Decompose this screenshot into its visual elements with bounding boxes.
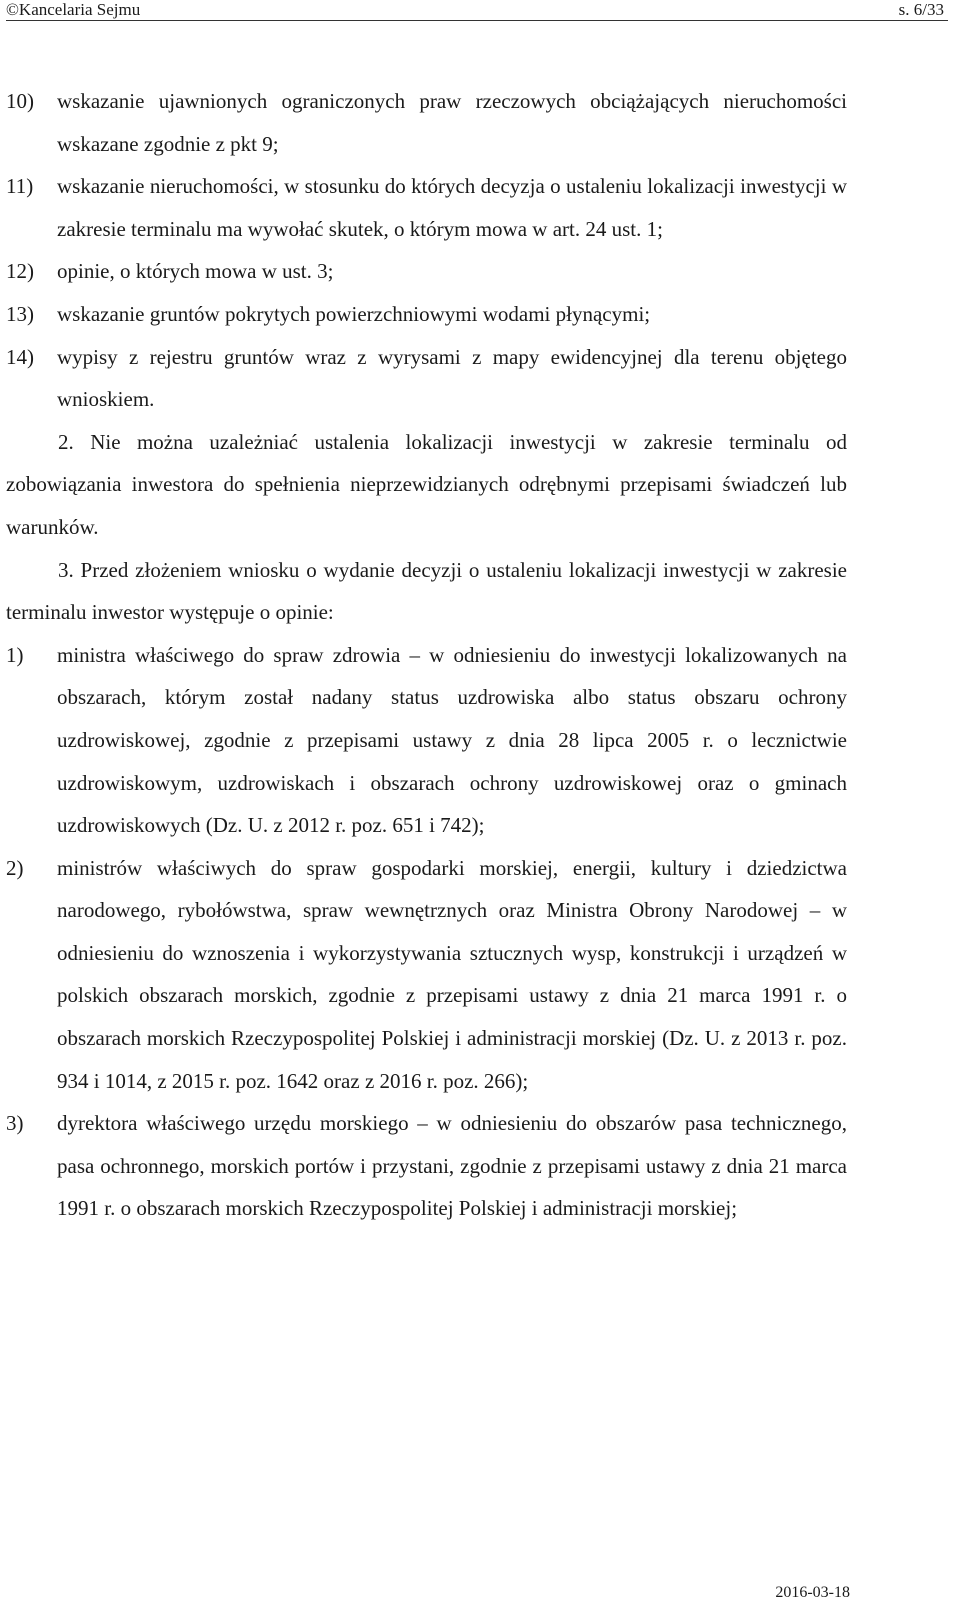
paragraph-2: 2. Nie można uzależniać ustalenia lokalizacji inwestycji w zakresie terminalu od zobowiązania inwestora do spełnienia nieprzewidzianych odrębnymi przepisami świadczeń lub warunków.: [6, 429, 847, 539]
page-number: s. 6/33: [898, 0, 944, 19]
item-text: wskazanie ujawnionych ograniczonych praw rzeczowych obciążających nieruchomości wskazane zgodnie z pkt 9;: [57, 89, 847, 156]
list-item-11: [0, 165, 960, 250]
opinion-item-1: [0, 634, 960, 847]
list-item-12: [0, 250, 960, 293]
publisher-label: ©Kancelaria Sejmu: [6, 0, 141, 19]
opinion-item-2: [0, 847, 960, 1103]
list-item-13: [0, 293, 960, 336]
opinion-item-3: [0, 1102, 960, 1230]
item-text: ministra właściwego do spraw zdrowia – w odniesieniu do inwestycji lokalizowanych na obszarach, którym został nadany status uzdrowiska albo status obszaru ochrony uzdrowiskowej, zgodnie z przepisami ustawy z dnia 28 lipca 2005 r. o lecznictwie uzdrowiskowym, uzdrowiskach i obszarach ochrony uzdrowiskowej oraz o gminach uzdrowiskowych (Dz. U. z 2012 r. poz. 651 i 742);: [57, 642, 847, 838]
item-number: 11): [6, 174, 34, 199]
item-text: dyrektora właściwego urzędu morskiego – w odniesieniu do obszarów pasa technicznego, pasa ochronnego, morskich portów i przystani, zgodnie z przepisami ustawy z dnia 21 marca 1991 r. o obszarach morskich Rzeczypospolitej Polskiej i administracji morskiej;: [57, 1111, 847, 1221]
document-body: [0, 80, 960, 1230]
header-divider: [6, 20, 948, 21]
item-text: wskazanie nieruchomości, w stosunku do których decyzja o ustaleniu lokalizacji inwestycji w zakresie terminalu ma wywołać skutek, o którym mowa w art. 24 ust. 1;: [57, 174, 847, 241]
item-text: wskazanie gruntów pokrytych powierzchniowymi wodami płynącymi;: [57, 301, 651, 326]
paragraph-3: 3. Przed złożeniem wniosku o wydanie decyzji o ustaleniu lokalizacji inwestycji w zakresie terminalu inwestor występuje o opinie:: [6, 557, 847, 625]
document-date: 2016-03-18: [775, 1584, 850, 1601]
item-text: wypisy z rejestru gruntów wraz z wyrysami z mapy ewidencyjnej dla terenu objętego wnioskiem.: [57, 344, 847, 412]
item-number: 10): [6, 89, 34, 113]
list-item-10: [0, 80, 960, 165]
item-number: 12): [6, 259, 34, 284]
item-text: opinie, o których mowa w ust. 3;: [57, 259, 334, 284]
item-text: ministrów właściwych do spraw gospodarki morskiej, energii, kultury i dziedzictwa narodowego, rybołówstwa, spraw wewnętrznych oraz Ministra Obrony Narodowej – w odniesieniu do wznoszenia i wykorzystywania sztucznych wysp, konstrukcji i urządzeń w polskich obszarach morskich, zgodnie z przepisami ustawy z dnia 21 marca 1991 r. o obszarach morskich Rzeczypospolitej Polskiej i administracji morskiej (Dz. U. z 2013 r. poz. 934 i 1014, z 2015 r. poz. 1642 oraz z 2016 r. poz. 266);: [57, 855, 847, 1093]
item-number: 1): [6, 642, 24, 667]
item-number: 2): [6, 855, 24, 880]
list-item-14: [0, 336, 960, 421]
page-header: [0, 0, 960, 20]
item-number: 13): [6, 301, 34, 326]
item-number: 3): [6, 1111, 24, 1136]
item-number: 14): [6, 344, 34, 369]
